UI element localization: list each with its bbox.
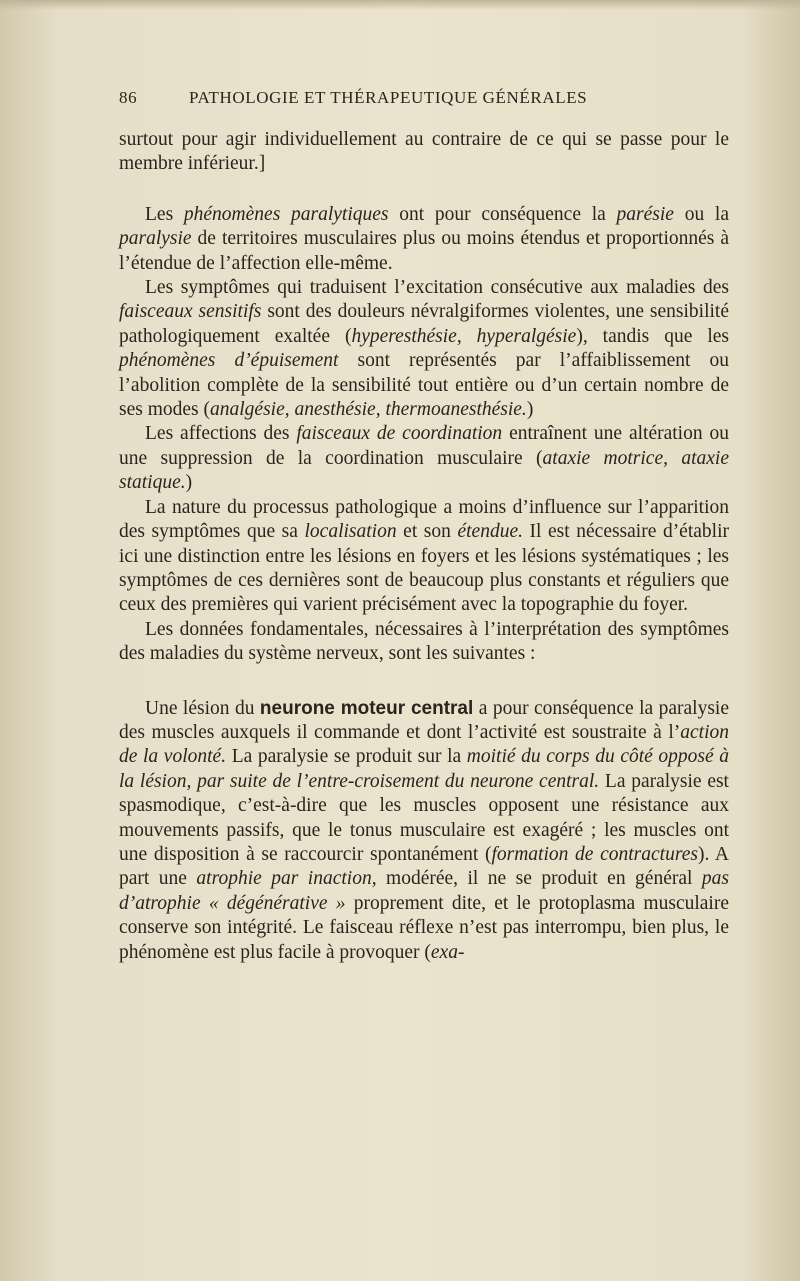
italic-run: analgésie, anesthésie, thermoanesthésie.	[210, 399, 527, 421]
page-number: 86	[119, 88, 138, 107]
text-run: sont représentés par l’affaiblissement ou l’abolition complète de la sensibilité tout entière ou d’un certain nombre de ses modes (	[119, 350, 729, 421]
text-run: ou la	[673, 203, 729, 225]
paragraph-4	[119, 496, 729, 618]
text-run: de territoires musculaires plus ou moins étendus et proportionnés à l’étendue de l’affection elle-même.	[119, 228, 729, 274]
text-run: ). A part une	[119, 843, 729, 890]
spacer	[119, 667, 729, 697]
italic-run: action de la volonté.	[119, 721, 729, 768]
text-run: et son	[396, 521, 458, 543]
text-run: Une lésion du	[145, 697, 260, 719]
italic-run: faisceaux de coordination	[296, 423, 503, 445]
running-title: PATHOLOGIE ET THÉRAPEUTIQUE GÉNÉRALES	[189, 88, 588, 107]
italic-run: étendue.	[457, 521, 523, 543]
italic-run: formation de contractures	[491, 843, 698, 865]
italic-run: localisation	[304, 521, 397, 543]
text-run: )	[185, 472, 193, 494]
italic-run: hyperesthésie, hyperalgésie	[351, 325, 577, 347]
italic-run: pas d’atrophie « dégénérative »	[119, 868, 729, 914]
italic-run: parésie	[616, 203, 674, 225]
paragraph-3	[119, 422, 729, 495]
body-text	[119, 128, 729, 965]
italic-run: phénomènes d’épuisement	[119, 350, 339, 372]
italic-run: ataxie motrice, ataxie statique.	[119, 447, 729, 494]
paragraph-1	[119, 203, 729, 276]
text-run: a pour conséquence la paralysie des muscles auxquels il commande et dont l’activité est soustraite à l’	[119, 697, 729, 743]
text-run: ), tandis que les	[576, 325, 729, 347]
text-run: La paralysie se produit sur la	[226, 746, 467, 768]
text-run: ont pour conséquence la	[388, 203, 617, 225]
paragraph-6	[119, 697, 729, 965]
italic-run: exa-	[430, 941, 465, 963]
text-run: La nature du processus pathologique a moins d’influence sur l’apparition des symptômes que sa	[119, 496, 729, 543]
paragraph-0: surtout pour agir individuellement au contraire de ce qui se passe pour le membre inférieur.]	[119, 129, 729, 175]
text-run: proprement dite, et le protoplasma musculaire conserve son intégrité. Le faisceau réflexe n’est pas interrompu, bien plus, le phénomène est plus facile à provoquer (	[119, 892, 729, 963]
italic-run: phénomènes paralytiques	[183, 203, 389, 225]
text-run: sont des douleurs névralgiformes violentes, une sensibilité pathologiquement exaltée (	[119, 301, 730, 347]
running-header	[119, 86, 659, 110]
italic-run: faisceaux sensitifs	[119, 301, 262, 323]
text-run: Les affections des	[145, 423, 297, 445]
italic-run: moitié du corps du côté opposé à la lésion, par suite de l’entre-croisement du neurone central.	[119, 746, 730, 792]
text-run: La paralysie est spasmodique, c’est-à-dire que les muscles opposent une résistance aux mouvements passifs, que le tonus musculaire est exagéré ; les muscles ont une disposition à se raccourcir spontanément (	[119, 770, 729, 865]
paragraph-2	[119, 276, 729, 422]
text-run: entraînent une altération ou une suppression de la coordination musculaire (	[119, 423, 729, 469]
text-run: modérée, il ne se produit en général	[376, 868, 702, 890]
text-run: )	[526, 399, 534, 421]
text-run: Il est nécessaire d’établir ici une distinction entre les lésions en foyers et les lésions systématiques ; les symptômes de ces dernières sont de beaucoup plus constants et réguliers que ceux des premières qui varient précisément avec la topographie du foyer.	[119, 521, 729, 616]
italic-run: atrophie par inaction,	[196, 868, 377, 890]
text-run: Les symptômes qui traduisent l’excitation consécutive aux maladies des	[145, 277, 729, 299]
text-run: Les	[145, 203, 184, 225]
italic-run: paralysie	[119, 228, 192, 250]
paragraph-5: Les données fondamentales, nécessaires à l’interprétation des symptômes des maladies du système nerveux, sont les suivantes :	[119, 618, 729, 665]
spacer	[119, 177, 729, 203]
bold-run: neurone moteur central	[259, 697, 474, 719]
